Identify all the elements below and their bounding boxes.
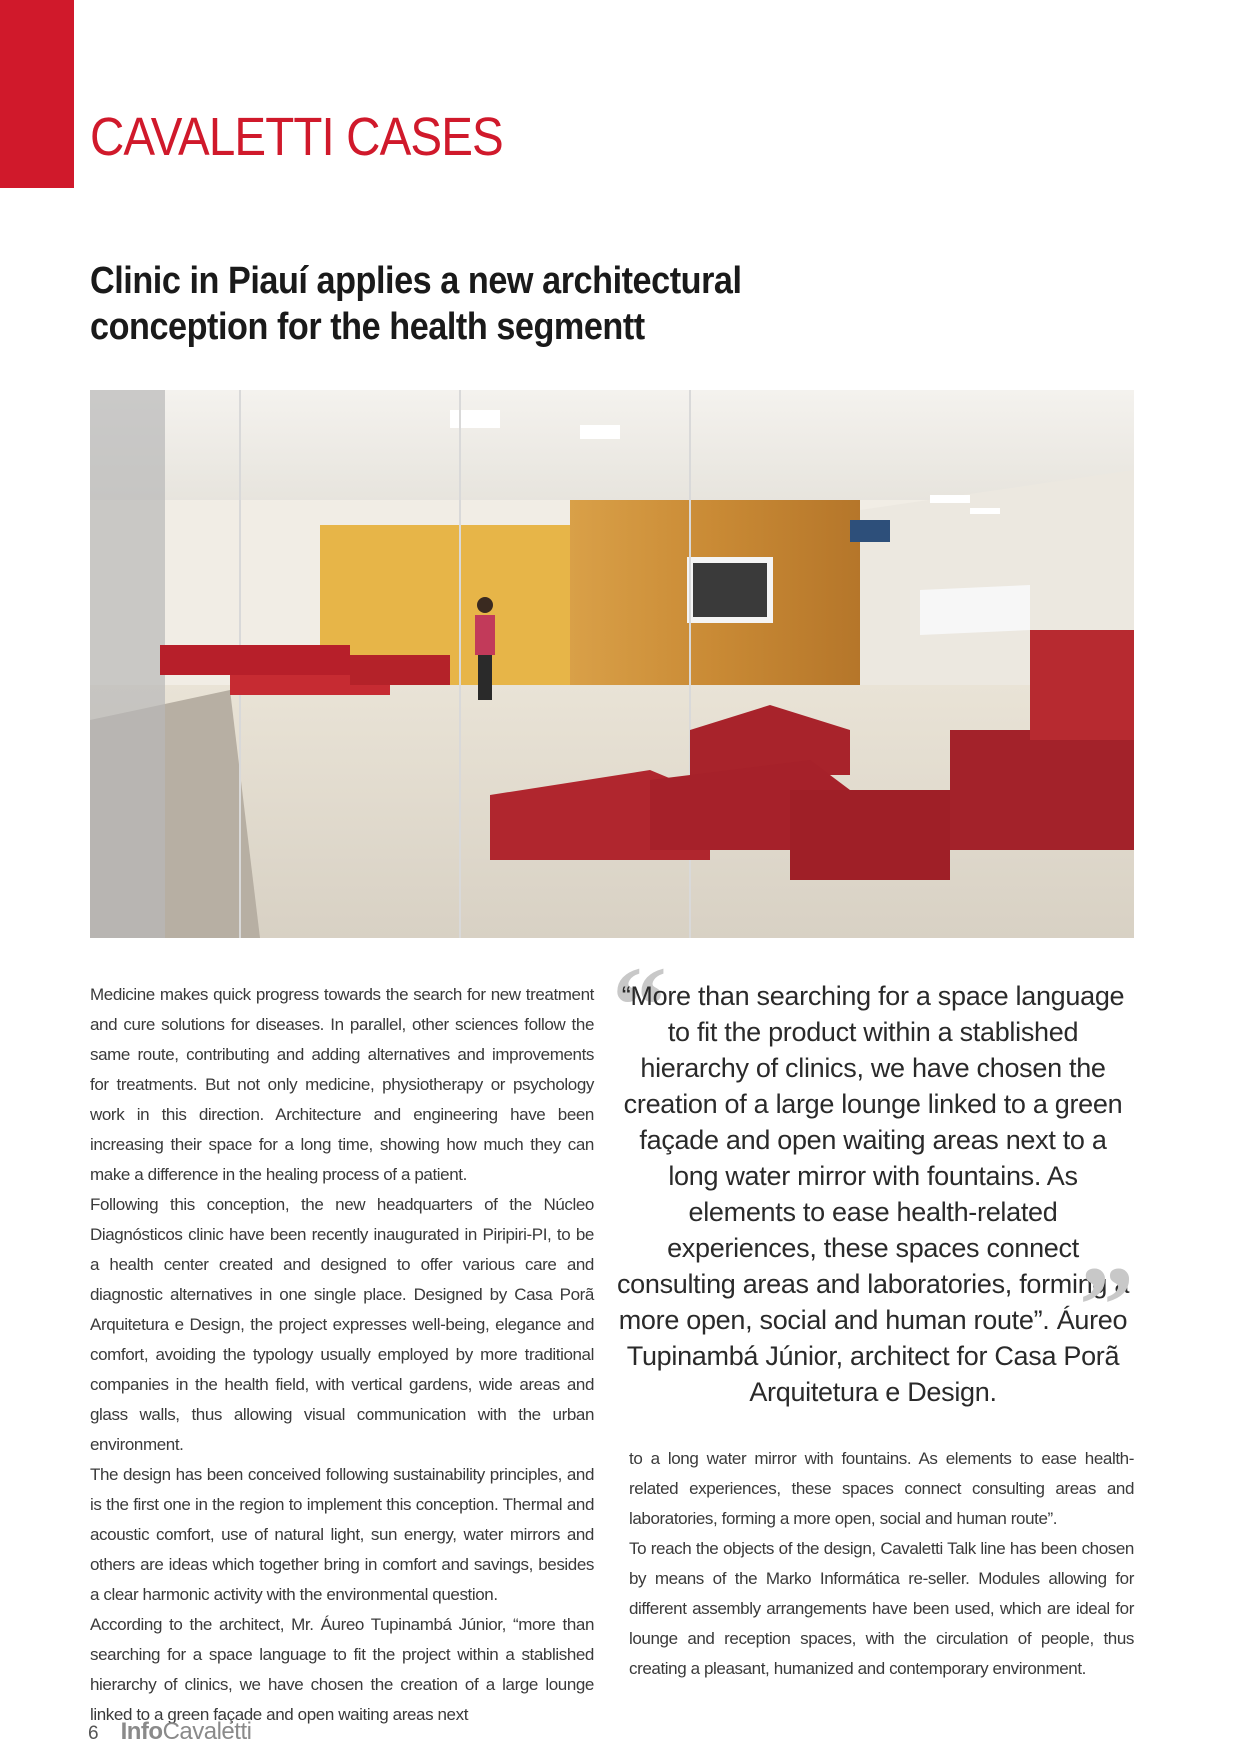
pull-quote-text: “More than searching for a space language to fit the product within a stablished hierarchy of clinics, we have chosen the creation of a large lounge linked to a green façade and open waiting areas next to a long water mirror with fountains. As elements to ease health-related experiences, these spaces connect consulting areas and laboratories, forming a more open, social and human route”. Áureo Tupinambá Júnior, architect for Casa Porã Arquitetura e Design. — [616, 981, 1130, 1407]
paragraph: The design has been conceived following sustainability principles, and is the first one in the region to implement this conception. Thermal and acoustic comfort, use of natural light, sun energy, water mirrors and others are ideas which together bring in comfort and savings, besides a clear harmonic activity with the environmental question. — [90, 1465, 594, 1604]
close-quote-icon: ” — [1079, 1244, 1134, 1366]
page-footer — [88, 1718, 251, 1748]
magazine-logo — [121, 1718, 252, 1746]
article-right-column — [629, 1444, 1134, 1684]
section-title: CAVALETTI CASES — [90, 107, 503, 167]
paragraph: to a long water mirror with fountains. As elements to ease health-related experiences, these spaces connect consulting areas and laboratories, forming a more open, social and human route”. — [629, 1449, 1134, 1528]
clinic-lounge-photo — [90, 390, 1134, 938]
article-headline: Clinic in Piauí applies a new architectural conception for the health segmentt — [90, 260, 742, 348]
paragraph: According to the architect, Mr. Áureo Tupinambá Júnior, “more than searching for a space language to fit the project within a stablished hierarchy of clinics, we have chosen the creation of a large lounge linked to a green façade and open waiting areas next — [90, 1615, 594, 1724]
paragraph: To reach the objects of the design, Cavaletti Talk line has been chosen by means of the Marko Informática re-seller. Modules allowing for different assembly arrangements have been used, which are ideal for lounge and reception spaces, with the circulation of people, thus creating a pleasant, humanized and contemporary environment. — [629, 1539, 1134, 1678]
paragraph: Following this conception, the new headquarters of the Núcleo Diagnósticos clinic have been recently inaugurated in Piripiri-PI, to be a health center created and designed to offer various care and diagnostic alternatives in one single place. Designed by Casa Porã Arquitetura e Design, the project expresses well-being, elegance and comfort, avoiding the typology usually employed by more traditional companies in the health field, with vertical gardens, wide areas and glass walls, thus allowing visual communication with the urban environment. — [90, 1195, 594, 1454]
logo-cavaletti: Cavaletti — [162, 1718, 252, 1745]
article-left-column — [90, 980, 594, 1730]
photo-illustration — [90, 390, 1134, 938]
logo-info: Info — [120, 1718, 163, 1745]
open-quote-icon: “ — [612, 944, 667, 1066]
paragraph: Medicine makes quick progress towards the search for new treatment and cure solutions for diseases. In parallel, other sciences follow the same route, contributing and adding alternatives and improvements for treatments. But not only medicine, physiotherapy or psychology work in this direction. Architecture and engineering have been increasing their space for a long time, showing how much they can make a difference in the healing process of a patient. — [90, 985, 594, 1184]
page-number: 6 — [88, 1723, 99, 1744]
pull-quote — [612, 944, 1134, 1407]
accent-bar — [0, 0, 74, 188]
